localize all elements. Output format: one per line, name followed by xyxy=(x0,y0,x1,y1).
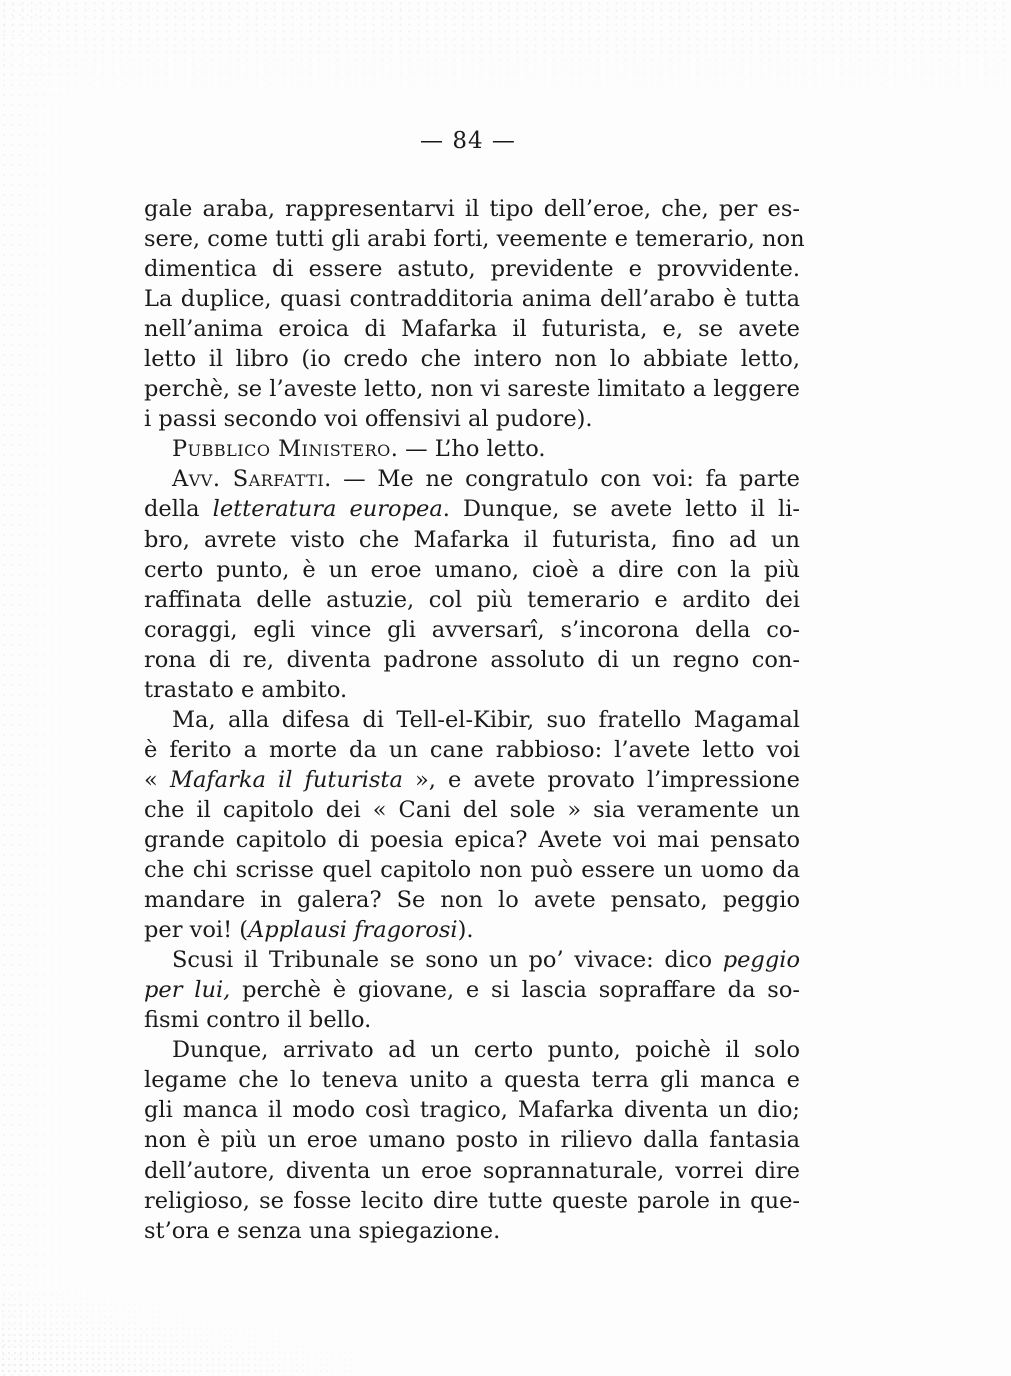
text-run: st’ora e senza una spiegazione. xyxy=(144,1217,501,1244)
text-run: rona di re, diventa padrone assoluto di un regno con- xyxy=(144,646,800,673)
text-line xyxy=(144,1156,800,1186)
text-run: raffinata delle astuzie, col più temerario e ardito dei xyxy=(144,586,800,613)
italic-text: letteratura europea xyxy=(212,496,443,523)
text-run: grande capitolo di poesia epica? Avete voi mai pensato xyxy=(144,826,800,853)
text-line xyxy=(144,795,800,825)
text-line xyxy=(144,434,800,464)
page-number: — 84 — xyxy=(420,128,516,154)
text-run: è ferito a morte da un cane rabbioso: l’avete letto voi xyxy=(144,736,800,763)
text-run: Ma, alla difesa di Tell-el-Kibir, suo fratello Magamal xyxy=(172,706,800,733)
speaker-name: Avv. Sarfatti xyxy=(172,466,325,493)
speaker-name: Pubblico Ministero xyxy=(172,436,391,463)
text-run: che il capitolo dei « Cani del sole » sia veramente un xyxy=(144,796,800,823)
text-line xyxy=(144,494,800,524)
text-line xyxy=(144,314,800,344)
text-run: i passi secondo voi offensivi al pudore). xyxy=(144,406,593,433)
text-run: gli manca il modo così tragico, Mafarka diventa un dio; xyxy=(144,1097,800,1124)
text-line xyxy=(144,404,800,434)
italic-text: per lui, xyxy=(144,977,231,1004)
text-line xyxy=(144,525,800,555)
text-run: legame che lo teneva unito a questa terra gli manca e xyxy=(144,1067,800,1094)
text-run: La duplice, quasi contradditoria anima dell’arabo è tutta xyxy=(144,286,800,313)
text-run: Dunque, arrivato ad un certo punto, poichè il solo xyxy=(172,1037,800,1064)
text-run: fismi contro il bello. xyxy=(144,1007,372,1034)
text-line xyxy=(144,194,800,224)
text-run: per voi! ( xyxy=(144,917,249,944)
text-run: non è più un eroe umano posto in rilievo dalla fantasia xyxy=(144,1127,800,1154)
text-line xyxy=(144,1035,800,1065)
text-run: gale araba, rappresentarvi il tipo dell’eroe, che, per es- xyxy=(144,196,800,222)
text-line xyxy=(144,855,800,885)
text-line xyxy=(144,645,800,675)
text-line xyxy=(144,675,800,705)
text-run: », e avete provato l’impressione xyxy=(402,766,800,793)
text-line xyxy=(144,765,800,795)
text-line xyxy=(144,1095,800,1125)
text-line xyxy=(144,555,800,585)
scan-noise-left xyxy=(0,0,90,1376)
text-line xyxy=(144,284,800,314)
scan-noise-bottom xyxy=(0,1290,360,1376)
text-run: mandare in galera? Se non lo avete pensato, peggio xyxy=(144,887,800,914)
text-line xyxy=(144,825,800,855)
text-run: perchè, se l’aveste letto, non vi sareste limitato a leggere xyxy=(144,376,800,403)
text-line xyxy=(144,1005,800,1035)
text-run: dimentica di essere astuto, previdente e provvidente. xyxy=(144,256,800,283)
italic-text: Applausi fragorosi xyxy=(248,917,458,944)
text-line xyxy=(144,975,800,1005)
text-run: trastato e ambito. xyxy=(144,676,348,703)
text-line xyxy=(144,585,800,615)
text-line xyxy=(144,1125,800,1155)
text-run: perchè è giovane, e si lascia sopraffare da so- xyxy=(230,977,800,1004)
text-line xyxy=(144,374,800,404)
text-line xyxy=(144,885,800,915)
text-run: coraggi, egli vince gli avversarî, s’incorona della co- xyxy=(144,616,800,643)
text-line xyxy=(144,1216,800,1246)
text-run: dell’autore, diventa un eroe soprannaturale, vorrei dire xyxy=(144,1157,800,1184)
text-line xyxy=(144,464,800,494)
text-run: . — Me ne congratulo con voi: fa parte xyxy=(324,466,800,493)
text-run: nell’anima eroica di Mafarka il futurista, e, se avete xyxy=(144,316,800,343)
scan-noise-top xyxy=(0,0,1011,110)
text-line xyxy=(144,705,800,735)
text-run: « xyxy=(144,766,170,793)
text-run: che chi scrisse quel capitolo non può essere un uomo da xyxy=(144,857,800,884)
text-line xyxy=(144,735,800,765)
text-line xyxy=(144,1065,800,1095)
text-line xyxy=(144,224,805,254)
text-run: letto il libro (io credo che intero non lo abbiate letto, xyxy=(144,346,800,373)
text-line xyxy=(144,344,800,374)
text-run: Scusi il Tribunale se sono un po’ vivace: dico xyxy=(172,947,723,974)
text-run: certo punto, è un eroe umano, cioè a dire con la più xyxy=(144,556,800,583)
text-run: della xyxy=(144,496,213,523)
text-run: ). xyxy=(457,917,474,944)
italic-text: Mafarka il futurista xyxy=(169,766,403,793)
text-run: sere, come tutti gli arabi forti, veemente e temerario, non xyxy=(144,226,805,253)
text-line xyxy=(144,615,800,645)
text-run: bro, avrete visto che Mafarka il futurista, fino ad un xyxy=(144,526,800,553)
text-run: . — L’ho letto. xyxy=(390,436,546,463)
text-line xyxy=(144,254,800,284)
text-run: . Dunque, se avete letto il li- xyxy=(442,496,800,523)
text-line xyxy=(144,1186,800,1216)
body-text xyxy=(144,194,805,1246)
text-line xyxy=(144,945,800,975)
italic-text: peggio xyxy=(722,947,800,974)
text-run: religioso, se fosse lecito dire tutte queste parole in que- xyxy=(144,1187,800,1214)
text-line xyxy=(144,915,800,945)
